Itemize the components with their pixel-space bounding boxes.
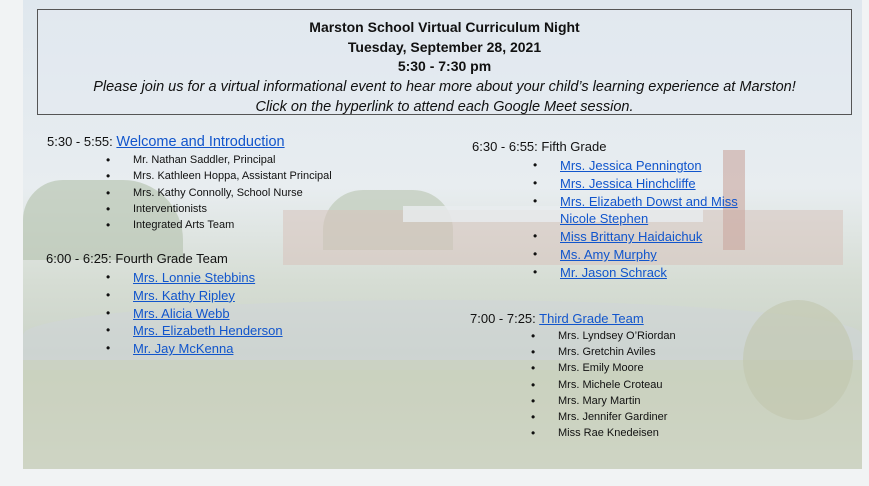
third-grade-list bbox=[558, 328, 676, 441]
teacher-link[interactable]: Miss Brittany Haidaichuk bbox=[560, 229, 703, 245]
fifth-label: Fifth Grade bbox=[541, 139, 607, 154]
fifth-grade-section-title bbox=[472, 139, 606, 154]
event-time: 5:30 - 7:30 pm bbox=[397, 58, 492, 74]
list-item bbox=[133, 269, 283, 287]
header-box bbox=[37, 9, 852, 115]
fifth-grade-list bbox=[560, 157, 738, 282]
list-item: • Mrs. Jennifer Gardiner bbox=[558, 409, 676, 425]
list-item: • Mrs. Emily Moore bbox=[558, 360, 676, 376]
teacher-link[interactable]: Mrs. Jessica Hinchcliffe bbox=[560, 175, 696, 191]
third-grade-section-title bbox=[470, 311, 644, 326]
list-item-continued bbox=[560, 210, 738, 228]
list-item: • Mrs. Lyndsey O’Riordan bbox=[558, 328, 676, 344]
list-item bbox=[560, 175, 738, 193]
teacher-link[interactable]: Mrs. Elizabeth Dowst and Miss bbox=[560, 193, 738, 209]
list-item bbox=[560, 157, 738, 175]
teacher-link[interactable]: Mr. Jason Schrack bbox=[560, 264, 667, 280]
event-title: Marston School Virtual Curriculum Night bbox=[309, 19, 580, 35]
teacher-link[interactable]: Nicole Stephen bbox=[560, 211, 649, 227]
list-item bbox=[133, 322, 283, 340]
list-item bbox=[133, 287, 283, 305]
welcome-time: 5:30 - 5:55: bbox=[47, 134, 113, 149]
list-item: • Mrs. Michele Croteau bbox=[558, 377, 676, 393]
teacher-link[interactable]: Mrs. Jessica Pennington bbox=[560, 158, 702, 173]
list-item: • Mrs. Mary Martin bbox=[558, 393, 676, 409]
third-grade-link[interactable]: Third Grade Team bbox=[539, 311, 644, 326]
list-item: • Mr. Nathan Saddler, Principal bbox=[133, 152, 332, 168]
teacher-link[interactable]: Mr. Jay McKenna bbox=[133, 341, 234, 357]
list-item bbox=[560, 264, 738, 282]
list-item bbox=[560, 193, 738, 211]
fourth-label: Fourth Grade Team bbox=[115, 251, 228, 266]
welcome-link[interactable]: Welcome and Introduction bbox=[116, 134, 285, 150]
fourth-grade-section-title bbox=[46, 251, 228, 266]
welcome-section-title bbox=[47, 134, 285, 150]
teacher-link[interactable]: Mrs. Lonnie Stebbins bbox=[133, 270, 256, 285]
list-item bbox=[133, 340, 283, 358]
welcome-list bbox=[133, 152, 332, 233]
list-item: • Miss Rae Knedeisen bbox=[558, 425, 676, 441]
list-item: • Mrs. Gretchin Aviles bbox=[558, 344, 676, 360]
teacher-link[interactable]: Ms. Amy Murphy bbox=[560, 246, 657, 262]
list-item bbox=[560, 228, 738, 246]
list-item: • Integrated Arts Team bbox=[133, 217, 332, 233]
teacher-link[interactable]: Mrs. Elizabeth Henderson bbox=[133, 323, 283, 339]
fifth-time: 6:30 - 6:55: bbox=[472, 139, 538, 154]
list-item bbox=[560, 246, 738, 264]
third-time: 7:00 - 7:25: bbox=[470, 311, 536, 326]
teacher-link[interactable]: Mrs. Alicia Webb bbox=[133, 305, 230, 321]
list-item: • Interventionists bbox=[133, 201, 332, 217]
list-item bbox=[133, 305, 283, 323]
fourth-time: 6:00 - 6:25: bbox=[46, 251, 112, 266]
event-instructions: Click on the hyperlink to attend each Google Meet session. bbox=[255, 98, 634, 115]
event-description: Please join us for a virtual informational event to hear more about your child’s learning experience at Marston! bbox=[93, 78, 796, 95]
teacher-link[interactable]: Mrs. Kathy Ripley bbox=[133, 287, 235, 303]
document-page bbox=[23, 0, 862, 469]
list-item: • Mrs. Kathleen Hoppa, Assistant Principal bbox=[133, 168, 332, 184]
list-item: • Mrs. Kathy Connolly, School Nurse bbox=[133, 185, 332, 201]
fourth-grade-list bbox=[133, 269, 283, 358]
event-date: Tuesday, September 28, 2021 bbox=[347, 38, 542, 55]
